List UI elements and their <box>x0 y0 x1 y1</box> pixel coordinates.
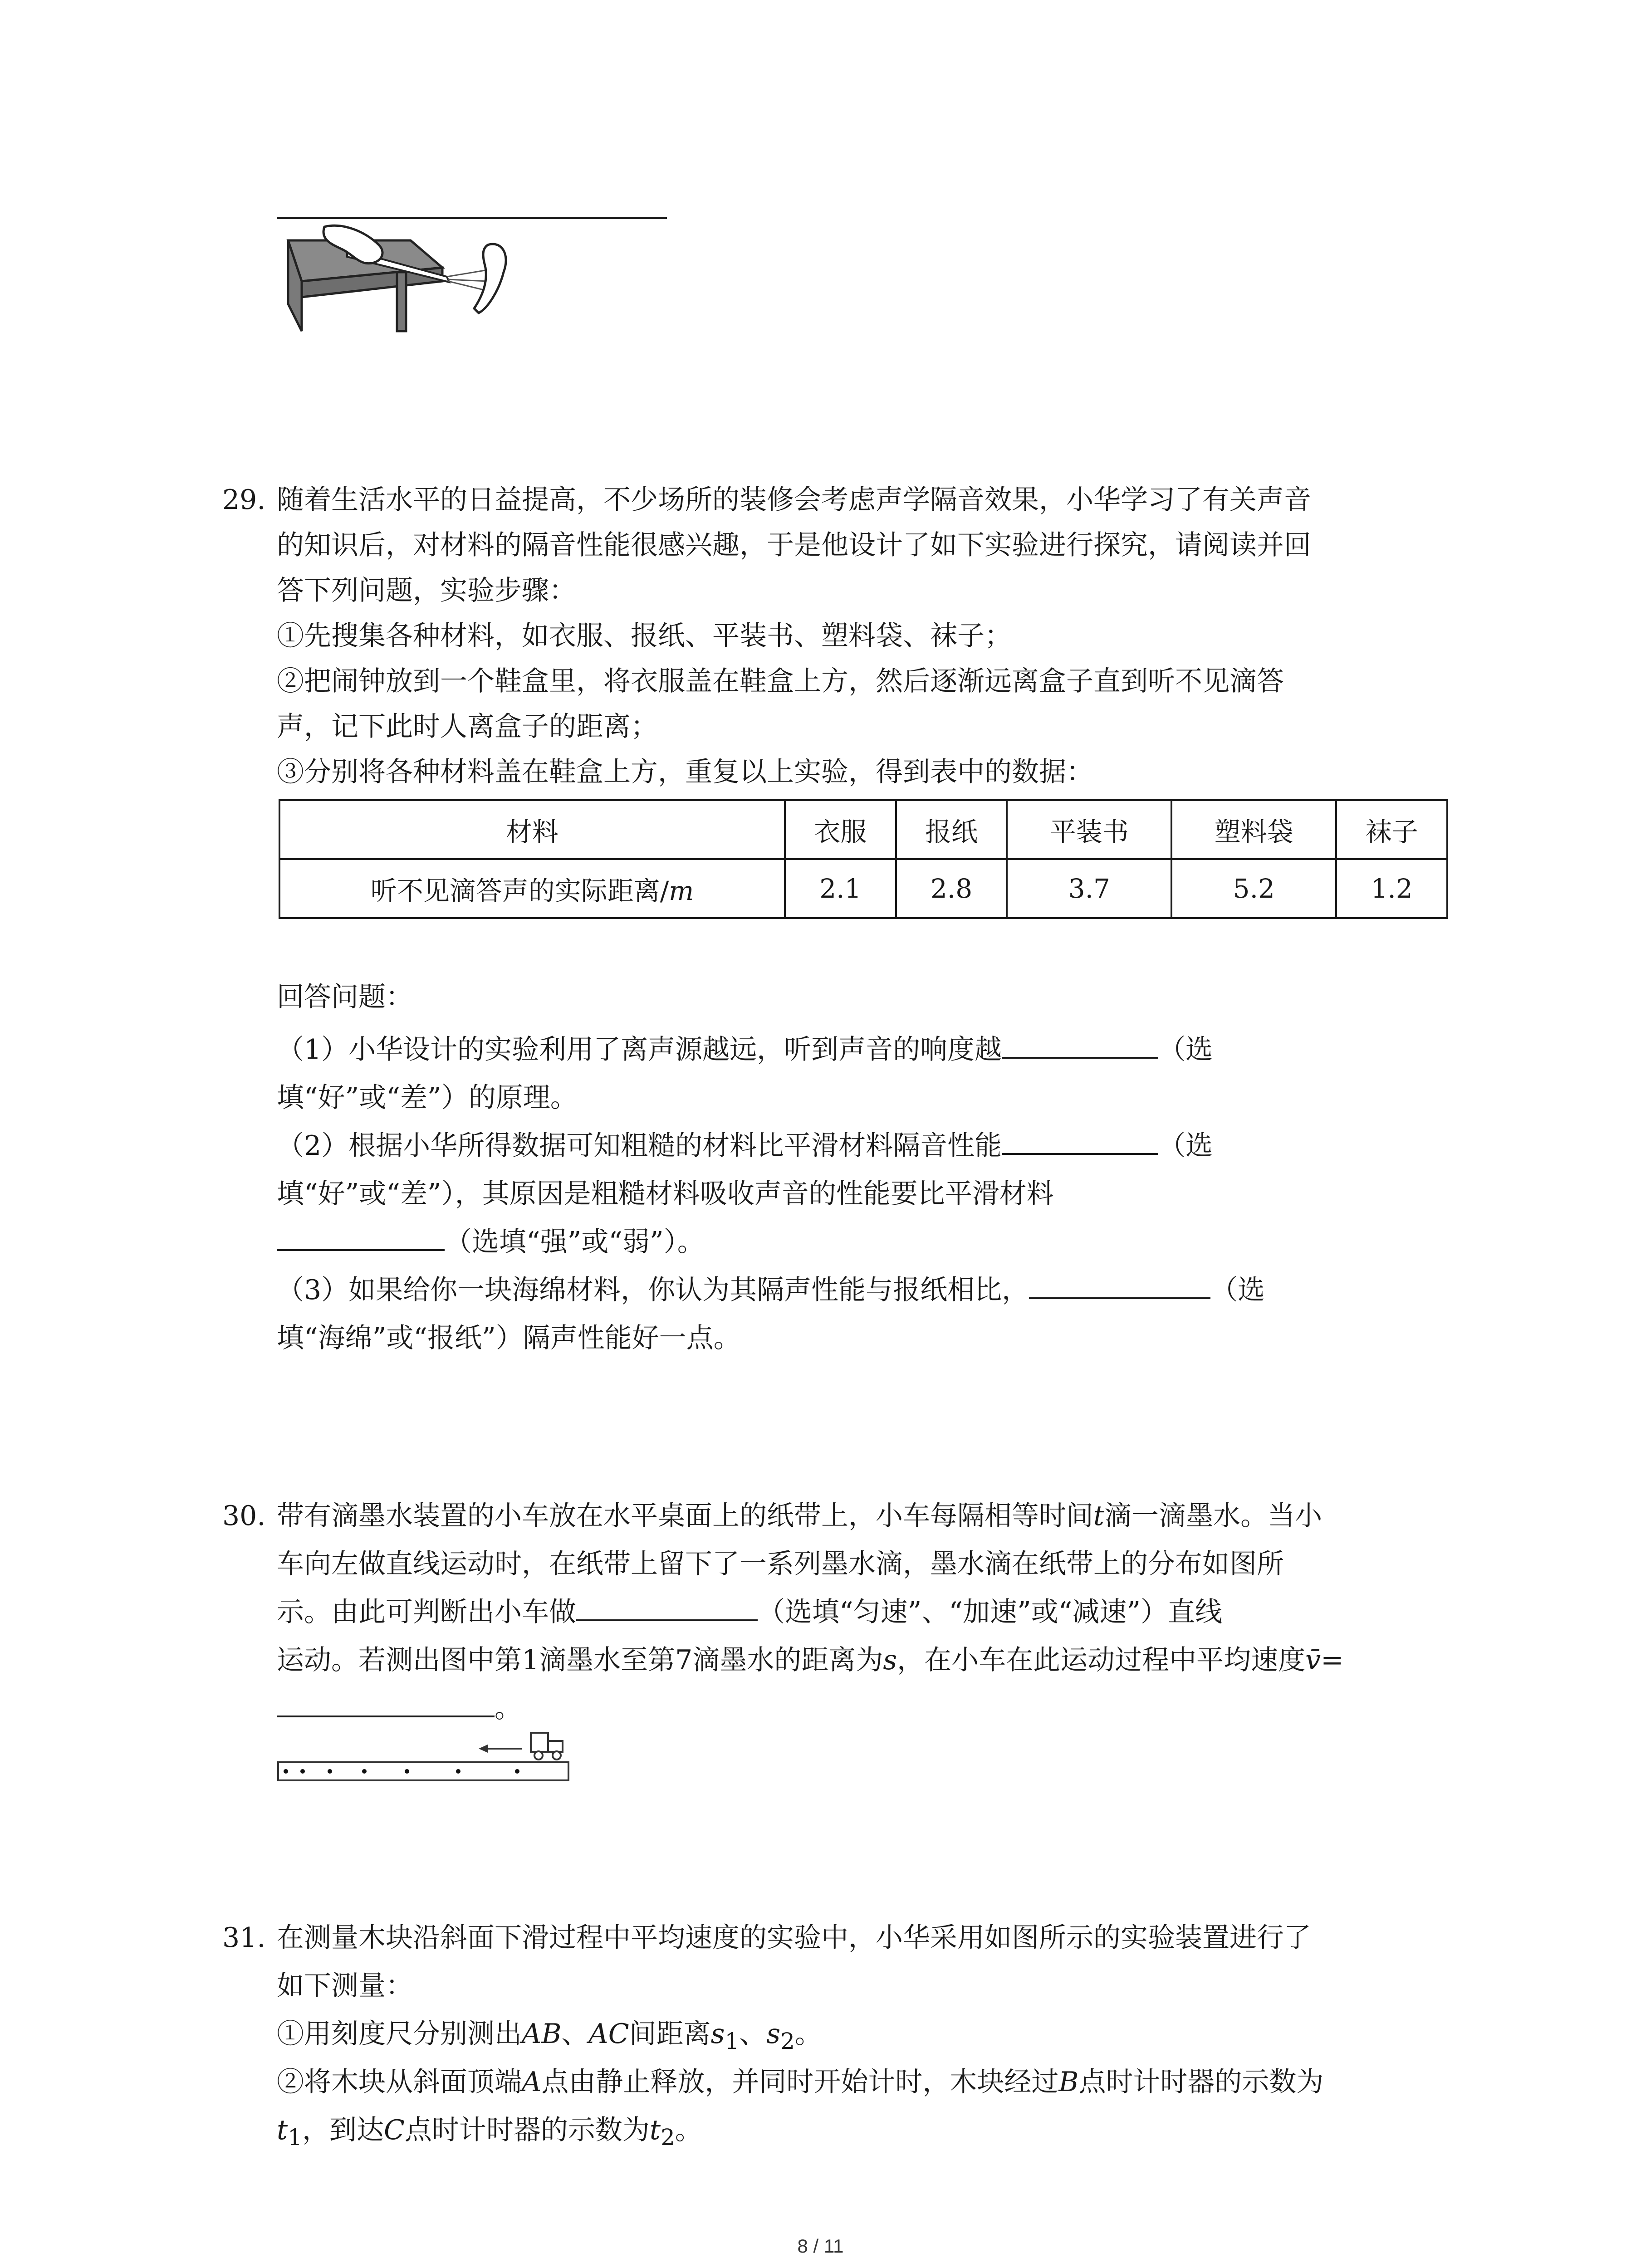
q30-line-3: 示。由此可判断出小车做 （选填“匀速”、“加速”或“减速”）直线 <box>277 1589 1222 1635</box>
q29-data-table <box>279 799 1448 919</box>
q29-sub2-line-1: （2）根据小华所得数据可知粗糙的材料比平滑材料隔音性能 （选 <box>277 1123 1213 1168</box>
q29-intro-line-3: 答下列问题，实验步骤： <box>277 575 576 606</box>
table-cell: 1.2 <box>1336 859 1447 918</box>
table-cell: 5.2 <box>1171 859 1336 918</box>
q31-line-3: ①用刻度尺分别测出AB、AC间距离$s_1$、$s_2$。 <box>277 2018 822 2054</box>
q31-line-5: $t_1$，到达C点时计时器的示数为$t_2$。 <box>277 2114 702 2151</box>
q29-intro-line-1: 随着生活水平的日益提高，不少场所的装修会考虑声学隔音效果，小华学习了有关声音 <box>277 484 1311 516</box>
q29-sub2-line-3: （选填“强”或“弱”）。 <box>277 1219 705 1265</box>
table-header-cell: 报纸 <box>896 800 1007 859</box>
question-31-number: 31. <box>222 1922 266 1954</box>
cart-icon <box>531 1733 563 1760</box>
q29-step-2-cont: 声，记下此时人离盒子的距离； <box>277 711 658 743</box>
q29-sub1-line-1: （1）小华设计的实验利用了离声源越远，听到声音的响度越 （选 <box>277 1027 1213 1072</box>
q30-line-5: 。 <box>277 1686 522 1731</box>
q29-sub2-blank-2[interactable] <box>277 1221 445 1251</box>
q31-line-2: 如下测量： <box>277 1970 413 2002</box>
table-header-cell: 平装书 <box>1007 800 1171 859</box>
table-row <box>279 859 1447 918</box>
paper-tape <box>278 1762 568 1780</box>
table-header-cell: 袜子 <box>1336 800 1447 859</box>
q29-sub2-line-2: 填“好”或“差”），其原因是粗糙材料吸收声音的性能要比平滑材料 <box>277 1178 1054 1210</box>
q30-line-2: 车向左做直线运动时，在纸带上留下了一系列墨水滴，墨水滴在纸带上的分布如图所 <box>277 1548 1284 1580</box>
q29-sub2-blank-1[interactable] <box>1002 1125 1158 1155</box>
table-header-cell: 塑料袋 <box>1171 800 1336 859</box>
q29-answer-heading: 回答问题： <box>277 981 413 1013</box>
q29-step-2: ②把闹钟放到一个鞋盒里，将衣服盖在鞋盒上方，然后逐渐远离盒子直到听不见滴答 <box>277 665 1284 697</box>
table-row-label: 听不见滴答声的实际距离/m <box>279 859 785 918</box>
q29-sub3-line-2: 填“海绵”或“报纸”）隔声性能好一点。 <box>277 1322 741 1354</box>
question-29-number: 29. <box>222 484 266 516</box>
q31-line-4: ②将木块从斜面顶端A点由静止释放，并同时开始计时，木块经过B点时计时器的示数为 <box>277 2066 1324 2098</box>
q30-motion-blank[interactable] <box>576 1591 758 1621</box>
q29-sub1-line-2: 填“好”或“差”）的原理。 <box>277 1082 578 1114</box>
q29-step-1: ①先搜集各种材料，如衣服、报纸、平装书、塑料袋、袜子； <box>277 620 1012 652</box>
table-header-row <box>279 800 1447 859</box>
table-cell: 2.1 <box>785 859 896 918</box>
q30-line-4: 运动。若测出图中第1滴墨水至第7滴墨水的距离为s，在小车在此运动过程中平均速度v̄= <box>277 1644 1344 1676</box>
question-30-number: 30. <box>222 1500 266 1532</box>
q30-line-1: 带有滴墨水装置的小车放在水平桌面上的纸带上，小车每隔相等时间t滴一滴墨水。当小 <box>277 1500 1323 1532</box>
table-cell: 2.8 <box>896 859 1007 918</box>
table-header-cell: 材料 <box>279 800 785 859</box>
q30-velocity-blank[interactable] <box>277 1687 495 1717</box>
table-header-cell: 衣服 <box>785 800 896 859</box>
q29-intro-line-2: 的知识后，对材料的隔音性能很感兴趣，于是他设计了如下实验进行探究，请阅读并回 <box>277 529 1311 561</box>
q29-sub3-blank[interactable] <box>1029 1269 1210 1299</box>
ruler-experiment-illustration <box>274 222 547 336</box>
q29-sub1-blank[interactable] <box>1002 1029 1158 1059</box>
answer-line-top[interactable] <box>277 217 667 219</box>
q29-sub3-line-1: （3）如果给你一块海绵材料，你认为其隔声性能与报纸相比， （选 <box>277 1267 1265 1313</box>
page-number: 8 / 11 <box>797 2235 844 2257</box>
q31-line-1: 在测量木块沿斜面下滑过程中平均速度的实验中，小华采用如图所示的实验装置进行了 <box>277 1922 1311 1954</box>
table-cell: 3.7 <box>1007 859 1171 918</box>
paper-tape-diagram <box>274 1719 574 1787</box>
q29-step-3: ③分别将各种材料盖在鞋盒上方，重复以上实验，得到表中的数据： <box>277 756 1093 788</box>
